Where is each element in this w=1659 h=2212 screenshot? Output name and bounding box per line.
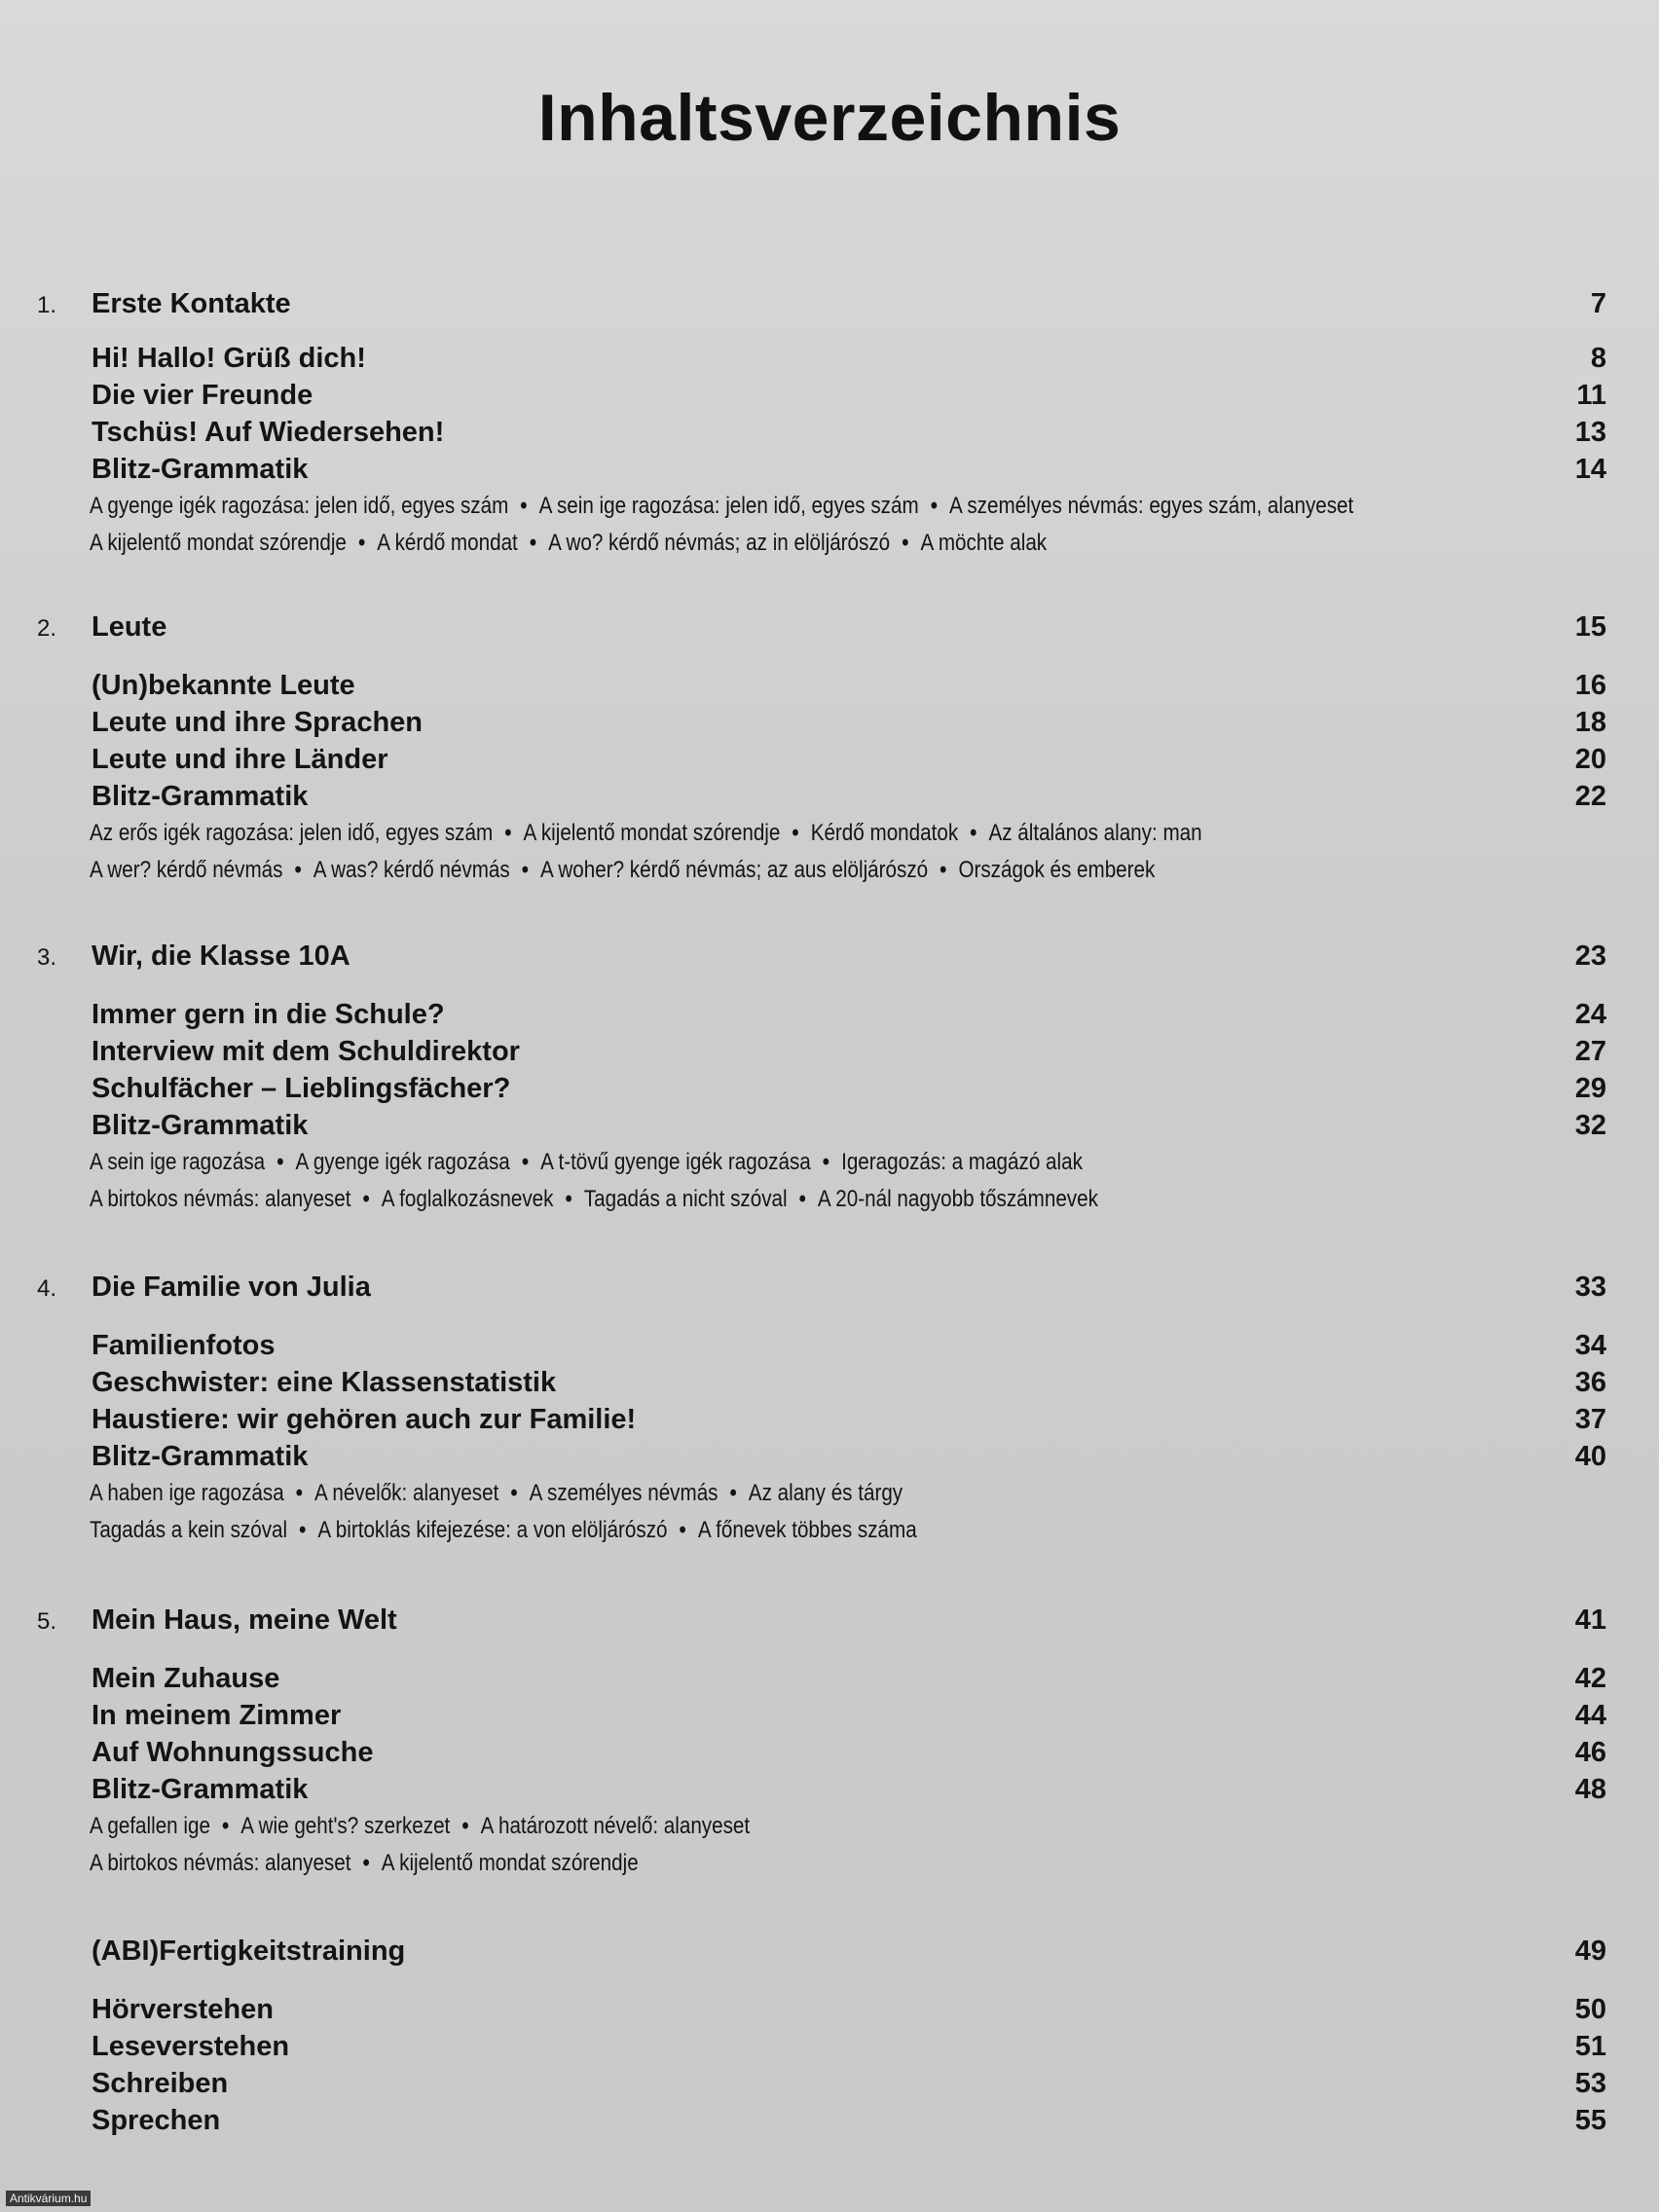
grammar-topic: A sein ige ragozása xyxy=(90,1149,266,1175)
lesson-page: 44 xyxy=(1574,1700,1606,1731)
grammar-topic: A kérdő mondat xyxy=(377,530,518,556)
grammar-topic: Az általános alany: man xyxy=(988,820,1202,846)
grammar-topic: A személyes névmás: egyes szám, alanyeset xyxy=(948,493,1354,519)
bullet: • xyxy=(930,493,938,519)
grammar-topic: Az erős igék ragozása: jelen idő, egyes szám xyxy=(90,820,494,846)
bullet: • xyxy=(276,1149,284,1175)
lesson-page: 32 xyxy=(1574,1110,1606,1141)
grammar-topic: A wer? kérdő névmás xyxy=(90,857,283,883)
grammar-topic: Tagadás a kein szóval xyxy=(90,1517,288,1543)
grammar-topic: Országok és emberek xyxy=(958,857,1156,883)
bullet: • xyxy=(221,1813,230,1839)
lesson-title: Die vier Freunde xyxy=(92,380,313,411)
lesson-title: Blitz-Grammatik xyxy=(92,781,309,812)
bullet: • xyxy=(940,857,947,883)
lesson-title: Hi! Hallo! Grüß dich! xyxy=(92,343,366,374)
grammar-topic: A wo? kérdő névmás; az in elöljárószó xyxy=(548,530,891,556)
lesson-title: Blitz-Grammatik xyxy=(92,1441,309,1472)
chapter-title: (ABI)Fertigkeitstraining xyxy=(92,1936,406,1967)
lesson-page: 40 xyxy=(1574,1441,1606,1472)
grammar-topic: A t-tövű gyenge igék ragozása xyxy=(540,1149,811,1175)
grammar-topic: A wie geht's? szerkezet xyxy=(240,1813,451,1839)
grammar-topics-line xyxy=(90,530,1047,557)
chapter-page: 49 xyxy=(1574,1936,1606,1967)
chapter-page: 41 xyxy=(1574,1604,1606,1636)
lesson-title: Blitz-Grammatik xyxy=(92,454,309,485)
page-title: Inhaltsverzeichnis xyxy=(537,81,1122,155)
grammar-topic: A kijelentő mondat szórendje xyxy=(381,1850,639,1876)
lesson-title: (Un)bekannte Leute xyxy=(92,670,355,701)
lesson-page: 11 xyxy=(1576,380,1606,411)
lesson-title: Leute und ihre Länder xyxy=(92,744,388,775)
lesson-title: Sprechen xyxy=(92,2105,221,2136)
grammar-topic: A névelők: alanyeset xyxy=(313,1480,499,1506)
chapter-title: Erste Kontakte xyxy=(92,288,291,319)
lesson-page: 34 xyxy=(1574,1330,1606,1361)
lesson-page: 37 xyxy=(1574,1404,1606,1435)
lesson-title: Leseverstehen xyxy=(92,2031,290,2062)
lesson-page: 24 xyxy=(1574,999,1606,1030)
lesson-page: 51 xyxy=(1574,2031,1606,2062)
grammar-topics-line xyxy=(90,1517,917,1544)
lesson-page: 8 xyxy=(1590,343,1606,374)
chapter-page: 23 xyxy=(1574,940,1606,972)
grammar-topic: A határozott névelő: alanyeset xyxy=(480,1813,751,1839)
grammar-topics-line xyxy=(90,1186,1098,1213)
bullet: • xyxy=(521,857,529,883)
lesson-page: 46 xyxy=(1574,1737,1606,1768)
bullet: • xyxy=(798,1186,806,1212)
lesson-page: 16 xyxy=(1574,670,1606,701)
lesson-title: Hörverstehen xyxy=(92,1994,274,2025)
lesson-page: 18 xyxy=(1574,707,1606,738)
lesson-page: 13 xyxy=(1574,417,1606,448)
grammar-topic: Igeragozás: a magázó alak xyxy=(841,1149,1083,1175)
chapter-title: Wir, die Klasse 10A xyxy=(92,940,350,972)
bullet: • xyxy=(294,857,302,883)
lesson-title: Schulfächer – Lieblingsfächer? xyxy=(92,1073,511,1104)
bullet: • xyxy=(362,1850,370,1876)
lesson-title: Mein Zuhause xyxy=(92,1663,280,1694)
bullet: • xyxy=(822,1149,830,1175)
grammar-topics-line xyxy=(90,1850,639,1877)
lesson-title: Haustiere: wir gehören auch zur Familie! xyxy=(92,1404,637,1435)
lesson-title: Auf Wohnungssuche xyxy=(92,1737,374,1768)
bullet: • xyxy=(529,530,537,556)
lesson-page: 27 xyxy=(1574,1036,1606,1067)
grammar-topic: A főnevek többes száma xyxy=(697,1517,917,1543)
lesson-title: Leute und ihre Sprachen xyxy=(92,707,423,738)
bullet: • xyxy=(357,530,366,556)
lesson-page: 29 xyxy=(1574,1073,1606,1104)
chapter-number: 3. xyxy=(37,944,57,971)
grammar-topic: Tagadás a nicht szóval xyxy=(583,1186,788,1212)
lesson-title: Blitz-Grammatik xyxy=(92,1110,309,1141)
grammar-topic: A személyes névmás xyxy=(529,1480,719,1506)
grammar-topic: Az alany és tárgy xyxy=(748,1480,903,1506)
grammar-topic: A birtokos névmás: alanyeset xyxy=(90,1186,351,1212)
watermark: Antikvárium.hu xyxy=(6,2191,91,2206)
grammar-topic: Kérdő mondatok xyxy=(810,820,959,846)
lesson-title: In meinem Zimmer xyxy=(92,1700,342,1731)
grammar-topics-line xyxy=(90,1813,750,1840)
grammar-topic: A woher? kérdő névmás; az aus elöljárószó xyxy=(540,857,929,883)
lesson-page: 36 xyxy=(1574,1367,1606,1398)
lesson-page: 22 xyxy=(1574,781,1606,812)
chapter-number: 1. xyxy=(37,292,57,318)
grammar-topics-line xyxy=(90,1480,903,1507)
grammar-topics-line xyxy=(90,820,1202,847)
lesson-page: 55 xyxy=(1574,2105,1606,2136)
bullet: • xyxy=(729,1480,737,1506)
lesson-page: 48 xyxy=(1574,1774,1606,1805)
lesson-page: 53 xyxy=(1574,2068,1606,2099)
lesson-title: Familienfotos xyxy=(92,1330,276,1361)
chapter-page: 7 xyxy=(1590,288,1606,319)
lesson-title: Blitz-Grammatik xyxy=(92,1774,309,1805)
grammar-topic: A birtokos névmás: alanyeset xyxy=(90,1850,351,1876)
bullet: • xyxy=(504,820,512,846)
grammar-topic: A möchte alak xyxy=(920,530,1048,556)
bullet: • xyxy=(792,820,799,846)
bullet: • xyxy=(902,530,909,556)
chapter-number: 4. xyxy=(37,1275,57,1302)
bullet: • xyxy=(679,1517,686,1543)
grammar-topics-line xyxy=(90,493,1353,520)
chapter-number: 2. xyxy=(37,615,57,642)
chapter-title: Mein Haus, meine Welt xyxy=(92,1604,397,1636)
grammar-topic: A haben ige ragozása xyxy=(90,1480,284,1506)
grammar-topic: A kijelentő mondat szórendje xyxy=(90,530,347,556)
bullet: • xyxy=(520,493,528,519)
bullet: • xyxy=(970,820,977,846)
lesson-page: 42 xyxy=(1574,1663,1606,1694)
bullet: • xyxy=(565,1186,572,1212)
lesson-title: Immer gern in die Schule? xyxy=(92,999,445,1030)
lesson-title: Tschüs! Auf Wiedersehen! xyxy=(92,417,445,448)
lesson-page: 20 xyxy=(1574,744,1606,775)
grammar-topic: A was? kérdő névmás xyxy=(313,857,510,883)
grammar-topic: A kijelentő mondat szórendje xyxy=(523,820,781,846)
bullet: • xyxy=(461,1813,469,1839)
lesson-title: Schreiben xyxy=(92,2068,229,2099)
bullet: • xyxy=(362,1186,370,1212)
chapter-title: Die Familie von Julia xyxy=(92,1272,371,1303)
grammar-topic: A gyenge igék ragozása xyxy=(295,1149,510,1175)
lesson-page: 50 xyxy=(1574,1994,1606,2025)
grammar-topic: A birtoklás kifejezése: a von elöljárószó xyxy=(317,1517,668,1543)
grammar-topic: A gefallen ige xyxy=(90,1813,210,1839)
lesson-title: Interview mit dem Schuldirektor xyxy=(92,1036,520,1067)
grammar-topic: A sein ige ragozása: jelen idő, egyes szám xyxy=(538,493,919,519)
bullet: • xyxy=(521,1149,530,1175)
grammar-topic: A gyenge igék ragozása: jelen idő, egyes szám xyxy=(90,493,509,519)
chapter-page: 15 xyxy=(1574,611,1606,643)
chapter-number: 5. xyxy=(37,1608,57,1635)
chapter-title: Leute xyxy=(92,611,167,643)
grammar-topic: A foglalkozásnevek xyxy=(381,1186,554,1212)
grammar-topics-line xyxy=(90,1149,1083,1176)
grammar-topics-line xyxy=(90,857,1155,884)
bullet: • xyxy=(299,1517,307,1543)
grammar-topic: A 20-nál nagyobb tőszámnevek xyxy=(817,1186,1098,1212)
lesson-page: 14 xyxy=(1574,454,1606,485)
lesson-title: Geschwister: eine Klassenstatistik xyxy=(92,1367,557,1398)
bullet: • xyxy=(295,1480,303,1506)
bullet: • xyxy=(510,1480,518,1506)
chapter-page: 33 xyxy=(1574,1272,1606,1303)
